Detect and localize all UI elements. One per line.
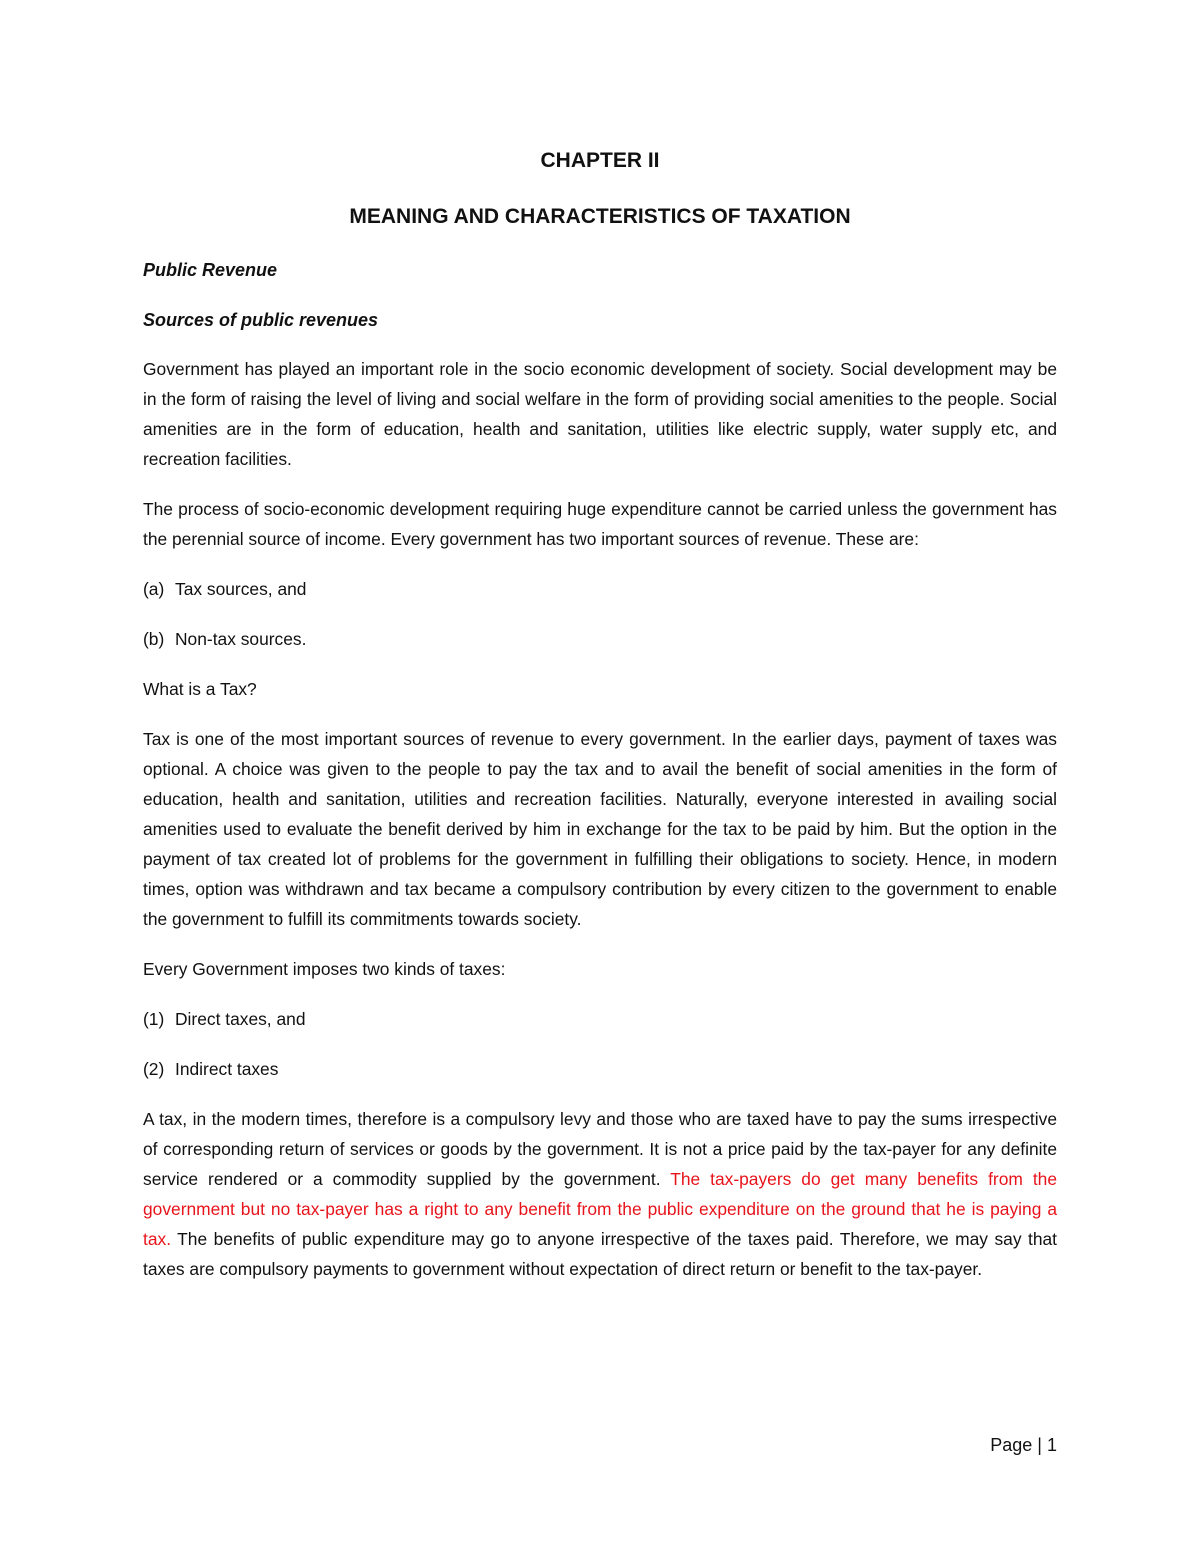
paragraph-tax-history: Tax is one of the most important sources of revenue to every government. In the earlier days, payment of taxes was optional. A choice was given to the people to pay the tax and to avail the benefit of social amenities in the form of education, health and sanitation, utilities and recreation facilities. Naturally, everyone interested in availing social amenities used to evaluate the benefit derived by him in exchange for the tax to be paid by him. But the option in the payment of tax created lot of problems for the government in fulfilling their obligations to society. Hence, in modern times, option was withdrawn and tax became a compulsory contribution by every citizen to the government to enable the government to fulfill its commitments towards society. [143,729,1057,929]
list-item [143,1004,1057,1034]
paragraph-tax-definition [143,1104,1057,1284]
subheading-public-revenue: Public Revenue [143,260,278,280]
list-marker: (1) [143,1009,165,1029]
list-item [143,1054,1057,1084]
list-text: Direct taxes, and [175,1009,306,1029]
subheading-sources: Sources of public revenues [143,310,379,330]
paragraph-government-role: Government has played an important role in the socio economic development of society. Social development may be in the form of raising the level of living and social welfare in the form of providing social amenities to the people. Social amenities are in the form of education, health and sanitation, utilities like electric supply, water supply etc, and recreation facilities. [143,359,1057,469]
page-number: Page | 1 [990,1435,1057,1455]
highlighted-text: The tax-payers do get many benefits from the government but no tax-payer has a right to any benefit from the public expenditure on the ground that he is paying a tax. [143,1169,1057,1249]
chapter-title: MEANING AND CHARACTERISTICS OF TAXATION [349,205,851,228]
list-text: Tax sources, and [175,579,307,599]
list-text: Non-tax sources. [175,629,307,649]
list-text: Indirect taxes [175,1059,279,1079]
paragraph-process: The process of socio-economic development requiring huge expenditure cannot be carried unless the government has the perennial source of income. Every government has two important sources of revenue. These are: [143,499,1057,549]
list-marker: (a) [143,579,165,599]
paragraph-kinds-of-taxes: Every Government imposes two kinds of taxes: [143,959,506,979]
list-marker: (2) [143,1059,165,1079]
chapter-heading: CHAPTER II [540,149,660,172]
question-what-is-tax: What is a Tax? [143,679,257,699]
list-item [143,574,1057,604]
list-marker: (b) [143,629,165,649]
page-content [143,148,1057,1284]
definition-text-start: A tax, in the modern times, therefore is a compulsory levy and those who are taxed have to pay the sums irrespective of corresponding return of services or goods by the government. It is not a price paid by the tax-payer for any definite service rendered or a commodity supplied by the government. [143,1109,1057,1189]
definition-text-end: The benefits of public expenditure may go to anyone irrespective of the taxes paid. Therefore, we may say that taxes are compulsory payments to government without expectation of direct return or benefit to the tax-payer. [143,1229,1057,1279]
list-item [143,624,1057,654]
